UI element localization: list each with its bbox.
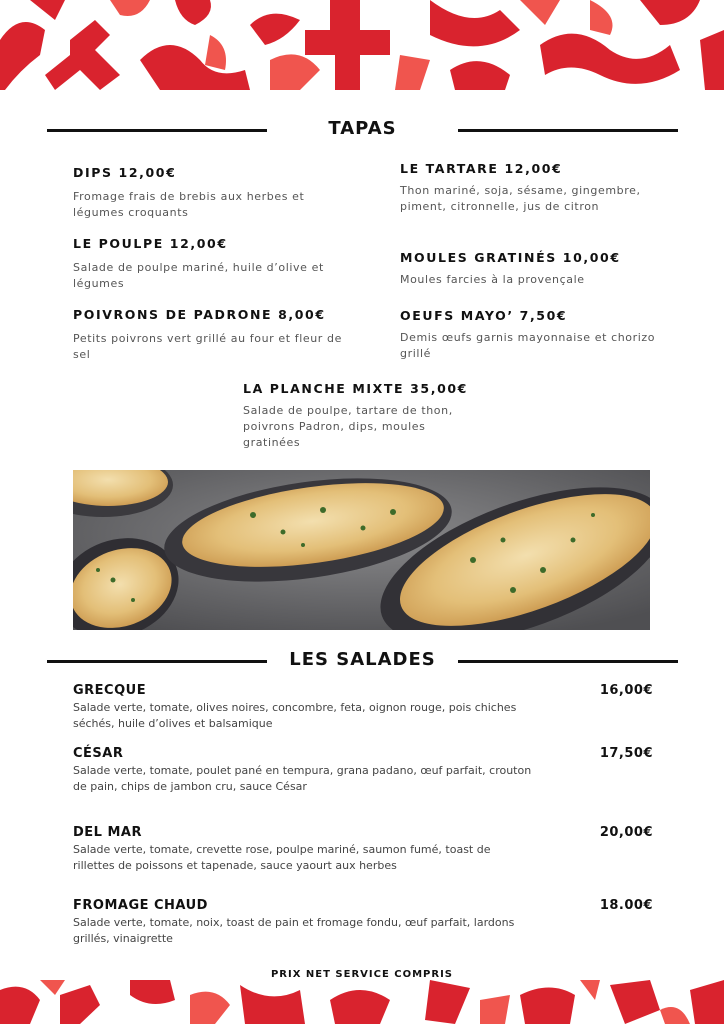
salad-price: 16,00€ bbox=[599, 683, 653, 698]
tapa-name: LE TARTARE 12,00€ bbox=[400, 161, 563, 176]
tapa-item-planche bbox=[243, 381, 483, 451]
tapas-title: TAPAS bbox=[328, 118, 397, 139]
salad-desc: Salade verte, tomate, noix, toast de pain et fromage fondu, œuf parfait, lardons grillés, vinaigrette bbox=[73, 916, 515, 945]
tapa-desc: Thon mariné, soja, sésame, gingembre, piment, citronnelle, jus de citron bbox=[400, 184, 641, 213]
tapa-desc: Fromage frais de brebis aux herbes et légumes croquants bbox=[73, 190, 305, 219]
tapa-desc: Salade de poulpe mariné, huile d’olive et légumes bbox=[73, 261, 324, 290]
tapa-name: LE POULPE 12,00€ bbox=[73, 236, 228, 251]
salades-title: LES SALADES bbox=[289, 649, 436, 670]
salad-item-del-mar bbox=[73, 825, 653, 874]
tapa-desc: Salade de poulpe, tartare de thon, poivrons Padron, dips, moules gratinées bbox=[243, 404, 453, 449]
tapa-name: OEUFS MAYO’ 7,50€ bbox=[400, 308, 568, 323]
salad-desc: Salade verte, tomate, olives noires, concombre, feta, oignon rouge, pois chiches séchés, huile d’olives et balsamique bbox=[73, 701, 517, 730]
tapa-name: DIPS 12,00€ bbox=[73, 165, 177, 180]
salad-price: 17,50€ bbox=[599, 746, 653, 761]
salad-name: CÉSAR bbox=[73, 746, 124, 761]
service-note: PRIX NET SERVICE COMPRIS bbox=[270, 969, 454, 980]
salad-item-grecque bbox=[73, 683, 653, 732]
top-decorative-band bbox=[0, 0, 724, 90]
salad-item-cesar bbox=[73, 746, 653, 795]
tapa-item-moules bbox=[400, 250, 670, 288]
tapa-name: POIVRONS DE PADRONE 8,00€ bbox=[73, 307, 326, 322]
salad-name: GRECQUE bbox=[73, 683, 147, 698]
tapa-name: LA PLANCHE MIXTE 35,00€ bbox=[243, 381, 468, 396]
tapa-item-poivrons bbox=[73, 307, 343, 363]
tapa-desc: Moules farcies à la provençale bbox=[400, 273, 585, 286]
salad-desc: Salade verte, tomate, crevette rose, poulpe mariné, saumon fumé, toast de rillettes de poissons et tapenade, sauce yaourt aux herbes bbox=[73, 843, 491, 872]
tapa-desc: Demis œufs garnis mayonnaise et chorizo grillé bbox=[400, 331, 656, 360]
salad-price: 18.00€ bbox=[599, 898, 653, 913]
tapa-item-poulpe bbox=[73, 236, 343, 292]
salad-name: DEL MAR bbox=[73, 825, 142, 840]
salad-desc: Salade verte, tomate, poulet pané en tempura, grana padano, œuf parfait, crouton de pain, chips de jambon cru, sauce César bbox=[73, 764, 532, 793]
tapa-item-oeufs bbox=[400, 308, 670, 362]
tapa-name: MOULES GRATINÉS 10,00€ bbox=[400, 250, 621, 265]
tapa-item-dips bbox=[73, 165, 343, 221]
salad-price: 20,00€ bbox=[599, 825, 653, 840]
tapas-header bbox=[47, 118, 678, 142]
tapa-item-tartare bbox=[400, 161, 670, 215]
salad-name: FROMAGE CHAUD bbox=[73, 898, 208, 913]
gratinated-mussels-photo bbox=[73, 470, 650, 630]
salades-header bbox=[47, 649, 678, 673]
tapa-desc: Petits poivrons vert grillé au four et fleur de sel bbox=[73, 332, 342, 361]
bottom-decorative-band bbox=[0, 980, 724, 1024]
salad-item-fromage-chaud bbox=[73, 898, 653, 947]
